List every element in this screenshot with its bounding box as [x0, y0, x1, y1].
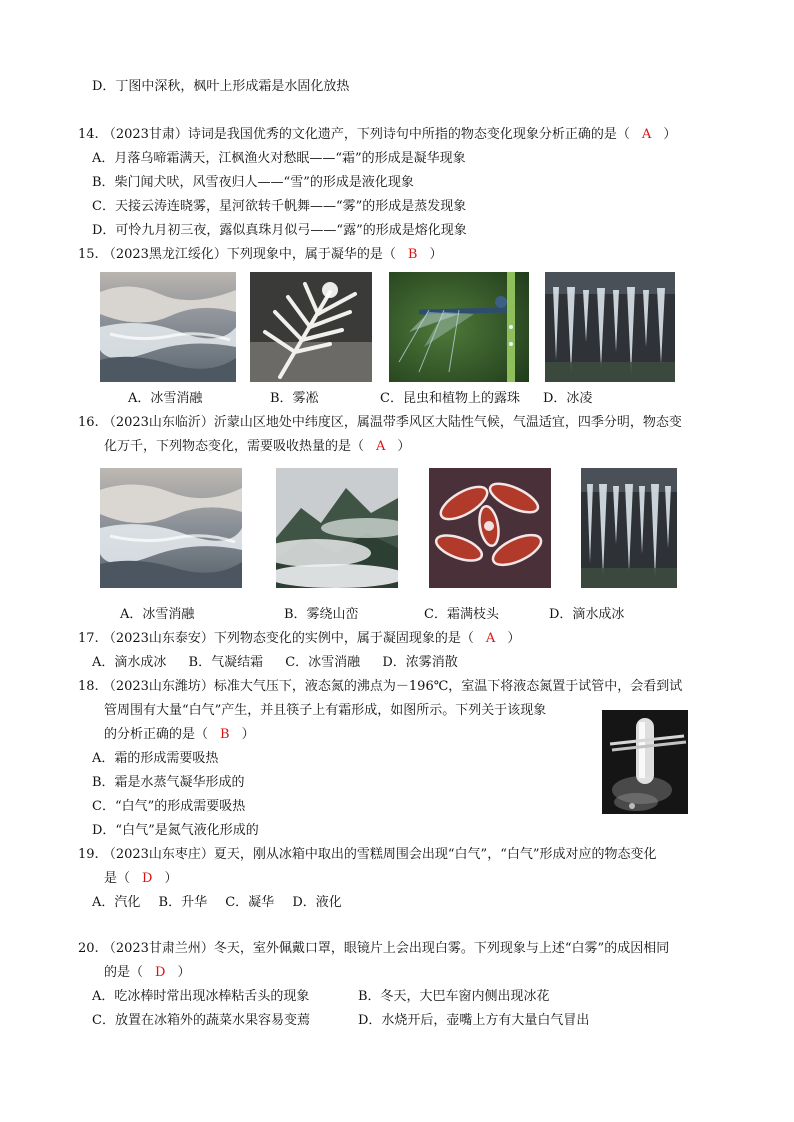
- q19-stem-text-2: 是（: [104, 871, 131, 886]
- q18-stem-text-1: （2023山东潍坊）标准大气压下，液态氮的沸点为－196℃，室温下将液态氮置于试管中，会看到试: [102, 679, 683, 694]
- q20-stem-text-1: （2023甘肃兰州）冬天，室外佩戴口罩，眼镜片上会出现白雾。下列现象与上述“白雾”的成因相同: [102, 941, 670, 956]
- q20-option-d: D．水烧开后，壶嘴上方有大量白气冒出: [358, 1013, 590, 1028]
- q17-option-b: B．气凝结霜: [188, 655, 264, 670]
- q20-option-b: B．冬天，大巴车窗内侧出现冰花: [358, 989, 550, 1004]
- q14-option-a: A．月落乌啼霜满天，江枫渔火对愁眠——“霜”的形成是凝华现象: [92, 151, 466, 166]
- q20-option-a: A．吃冰棒时常出现冰棒粘舌头的现象: [92, 989, 310, 1004]
- q17-stem-text: （2023山东泰安）下列物态变化的实例中，属于凝固现象的是（: [102, 631, 474, 646]
- q17-stem: [78, 630, 520, 648]
- q16-stem-close: ）: [397, 439, 411, 454]
- q17-stem-close: ）: [507, 631, 521, 646]
- q15-image-dew-insect: [389, 272, 529, 382]
- q19-stem-line1: [78, 846, 657, 864]
- q18-stem-line2: 管周围有大量“白气”产生，并且筷子上有霜形成，如图所示。下列关于该现象: [104, 703, 547, 718]
- q19-stem-line2: [104, 870, 177, 888]
- q18-stem-line3: [104, 726, 255, 744]
- q18-number: 18.: [78, 679, 99, 694]
- q15-stem-close: ）: [429, 247, 443, 262]
- q14-number: 14.: [78, 127, 99, 142]
- q16-stem-text-1: （2023山东临沂）沂蒙山区地处中纬度区，属温带季风区大陆性气候，气温适宜，四季分明，物态变: [102, 415, 682, 430]
- q17-number: 17.: [78, 631, 99, 646]
- q14-option-d: D．可怜九月初三夜，露似真珠月似弓——“露”的形成是熔化现象: [92, 223, 467, 238]
- q16-answer: A: [376, 439, 386, 454]
- q20-stem-close: ）: [177, 965, 191, 980]
- q15-stem-text: （2023黑龙江绥化）下列现象中，属于凝华的是（: [102, 247, 396, 262]
- q13-option-d: D．丁图中深秋，枫叶上形成霜是水固化放热: [92, 79, 350, 94]
- q19-options: [92, 894, 342, 912]
- q18-stem-text-3: 的分析正确的是（: [104, 727, 209, 742]
- q16-number: 16.: [78, 415, 99, 430]
- q18-stem-close: ）: [241, 727, 255, 742]
- q19-stem-close: ）: [164, 871, 178, 886]
- q19-option-d: D．液化: [292, 895, 342, 910]
- q18-option-a: A．霜的形成需要吸热: [92, 751, 219, 766]
- q17-options: [92, 654, 458, 672]
- q16-stem-text-2: 化万千，下列物态变化，需要吸收热量的是（: [104, 439, 365, 454]
- q18-stem-line1: [78, 678, 682, 696]
- q20-number: 20.: [78, 941, 99, 956]
- q16-image-ice-melting: [100, 468, 242, 588]
- q18-option-c: C．“白气”的形成需要吸热: [92, 799, 246, 814]
- q17-option-d: D．浓雾消散: [382, 655, 458, 670]
- q16-image-frost-leaves: [429, 468, 551, 588]
- q19-answer: D: [142, 871, 153, 886]
- q16-image-icicles: [581, 468, 677, 588]
- q20-option-c: C．放置在冰箱外的蔬菜水果容易变蔫: [92, 1013, 310, 1028]
- q14-stem: [78, 126, 676, 144]
- q20-stem-line2: [104, 964, 190, 982]
- q15-stem: [78, 246, 443, 264]
- q15-image-icicles: [545, 272, 675, 382]
- q15-number: 15.: [78, 247, 99, 262]
- q19-option-c: C．凝华: [225, 895, 275, 910]
- q18-image-liquid-nitrogen-test-tube: [602, 710, 688, 814]
- q20-answer: D: [155, 965, 166, 980]
- q18-answer: B: [220, 727, 230, 742]
- q14-answer: A: [641, 127, 652, 142]
- q15-caption-a: A．冰雪消融: [128, 391, 203, 406]
- q19-option-b: B．升华: [158, 895, 208, 910]
- q16-image-fog-mountain: [276, 468, 398, 588]
- q15-caption-b: B．雾凇: [270, 391, 319, 406]
- q15-answer: B: [407, 247, 418, 262]
- q20-stem-text-2: 的是（: [104, 965, 144, 980]
- q16-caption-b: B．雾绕山峦: [284, 607, 359, 622]
- q16-caption-c: C．霜满枝头: [424, 607, 499, 622]
- q18-option-b: B．霜是水蒸气凝华形成的: [92, 775, 245, 790]
- q15-caption-d: D．冰凌: [543, 391, 593, 406]
- q15-image-ice-melting: [100, 272, 236, 382]
- q16-stem-line1: [78, 414, 682, 432]
- q19-number: 19.: [78, 847, 99, 862]
- q17-answer: A: [485, 631, 496, 646]
- q20-stem-line1: [78, 940, 669, 958]
- q16-caption-a: A．冰雪消融: [120, 607, 195, 622]
- q15-caption-c: C．昆虫和植物上的露珠: [380, 391, 520, 406]
- q19-stem-text-1: （2023山东枣庄）夏天，刚从冰箱中取出的雪糕周围会出现“白气”，“白气”形成对应的物态变化: [102, 847, 657, 862]
- q15-image-rime: [250, 272, 372, 382]
- q14-option-c: C．天接云涛连晓雾，星河欲转千帆舞——“雾”的形成是蒸发现象: [92, 199, 467, 214]
- q19-option-a: A．汽化: [92, 895, 141, 910]
- q14-option-b: B．柴门闻犬吠，风雪夜归人——“雪”的形成是液化现象: [92, 175, 414, 190]
- q18-option-d: D．“白气”是氮气液化形成的: [92, 823, 259, 838]
- q17-option-c: C．冰雪消融: [285, 655, 361, 670]
- q16-stem-line2: [104, 438, 410, 456]
- q16-caption-d: D．滴水成冰: [549, 607, 625, 622]
- q17-option-a: A．滴水成冰: [92, 655, 167, 670]
- q14-stem-text: （2023甘肃）诗词是我国优秀的文化遗产，下列诗句中所指的物态变化现象分析正确的是（: [102, 127, 630, 142]
- q14-stem-close: ）: [663, 127, 677, 142]
